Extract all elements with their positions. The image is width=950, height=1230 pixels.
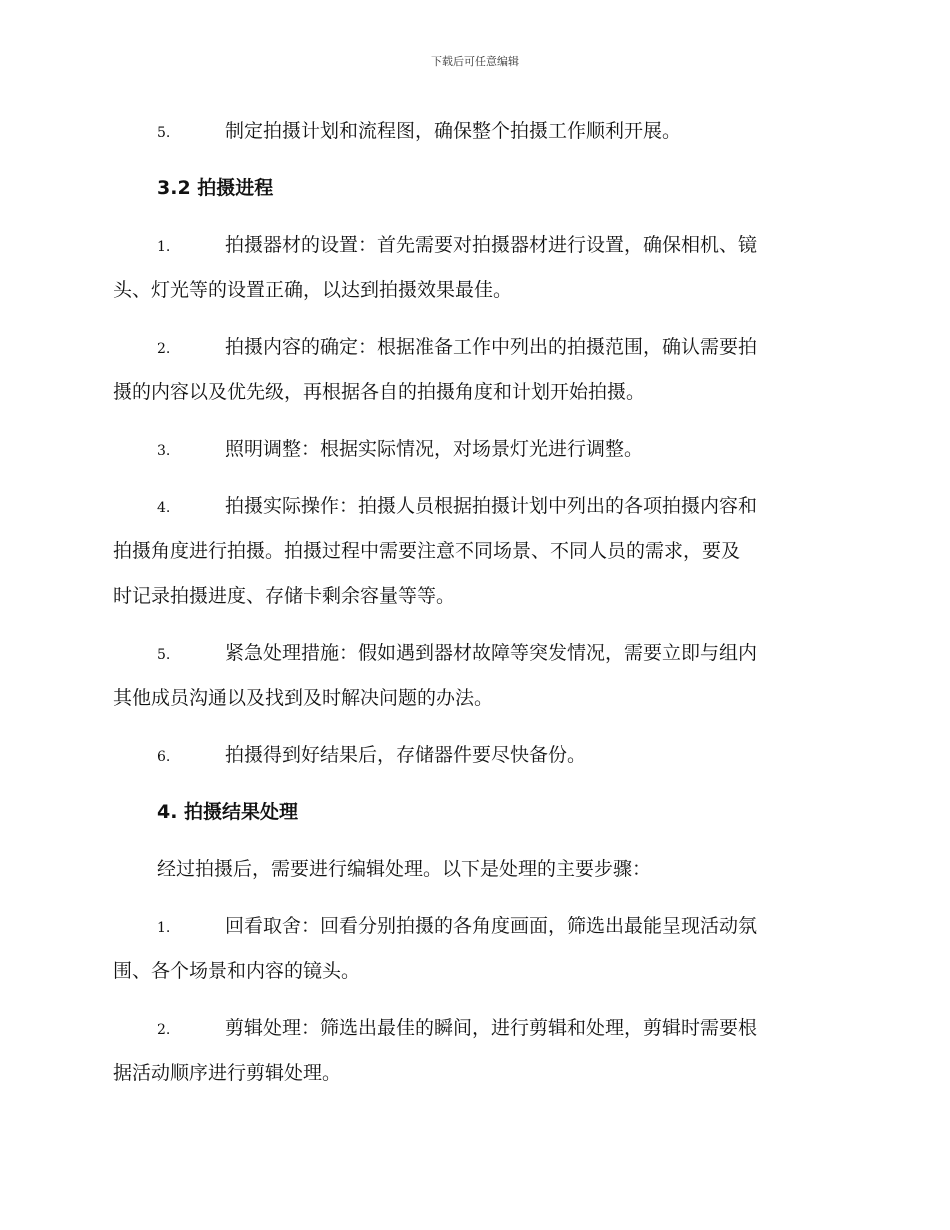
list-text: 拍摄内容的确定：根据准备工作中列出的拍摄范围，确认需要拍: [225, 336, 758, 358]
list-number: 4.: [157, 500, 171, 516]
list-item: [113, 631, 835, 721]
list-text: 拍摄实际操作：拍摄人员根据拍摄计划中列出的各项拍摄内容和: [225, 495, 758, 517]
list-number: 1.: [157, 920, 171, 936]
list-text: 紧急处理措施：假如遇到器材故障等突发情况，需要立即与组内: [225, 642, 758, 664]
list-number: 2.: [157, 341, 171, 357]
list-text: 拍摄得到好结果后，存储器件要尽快备份。: [225, 744, 587, 766]
list-text: 剪辑处理：筛选出最佳的瞬间，进行剪辑和处理，剪辑时需要根: [225, 1017, 758, 1039]
page-header: 下载后可任意编辑: [431, 55, 519, 68]
list-item: [113, 733, 835, 778]
list-number: 1.: [157, 239, 171, 255]
list-item: [113, 223, 835, 313]
list-text: 制定拍摄计划和流程图，确保整个拍摄工作顺利开展。: [225, 120, 682, 142]
list-text: 拍摄器材的设置：首先需要对拍摄器材进行设置，确保相机、镜: [225, 234, 758, 256]
list-text-continuation: 头、灯光等的设置正确，以达到拍摄效果最佳。: [113, 279, 513, 301]
list-text-continuation: 摄的内容以及优先级，再根据各自的拍摄角度和计划开始拍摄。: [113, 381, 646, 403]
list-number: 3.: [157, 443, 171, 459]
list-text-continuation: 拍摄角度进行拍摄。拍摄过程中需要注意不同场景、不同人员的需求，要及: [113, 540, 741, 562]
document-body: [113, 109, 835, 1108]
list-text: 照明调整：根据实际情况，对场景灯光进行调整。: [225, 438, 644, 460]
section-heading: 3.2 拍摄进程: [157, 177, 274, 199]
list-text-continuation: 其他成员沟通以及找到及时解决问题的办法。: [113, 687, 494, 709]
list-text-continuation: 据活动顺序进行剪辑处理。: [113, 1062, 342, 1084]
list-item: [113, 109, 835, 154]
list-item: [113, 1006, 835, 1096]
list-number: 5.: [157, 125, 171, 141]
list-number: 6.: [157, 749, 171, 765]
list-number: 2.: [157, 1022, 171, 1038]
list-item: [113, 484, 835, 619]
list-text: 回看取舍：回看分别拍摄的各角度画面，筛选出最能呈现活动氛: [225, 915, 758, 937]
list-item: [113, 325, 835, 415]
list-item: [113, 427, 835, 472]
list-text-continuation: 围、各个场景和内容的镜头。: [113, 960, 361, 982]
list-text-continuation: 时记录拍摄进度、存储卡剩余容量等等。: [113, 585, 456, 607]
section-intro: 经过拍摄后，需要进行编辑处理。以下是处理的主要步骤：: [157, 858, 652, 880]
list-number: 5.: [157, 647, 171, 663]
section-heading: 4. 拍摄结果处理: [157, 801, 299, 823]
list-item: [113, 904, 835, 994]
